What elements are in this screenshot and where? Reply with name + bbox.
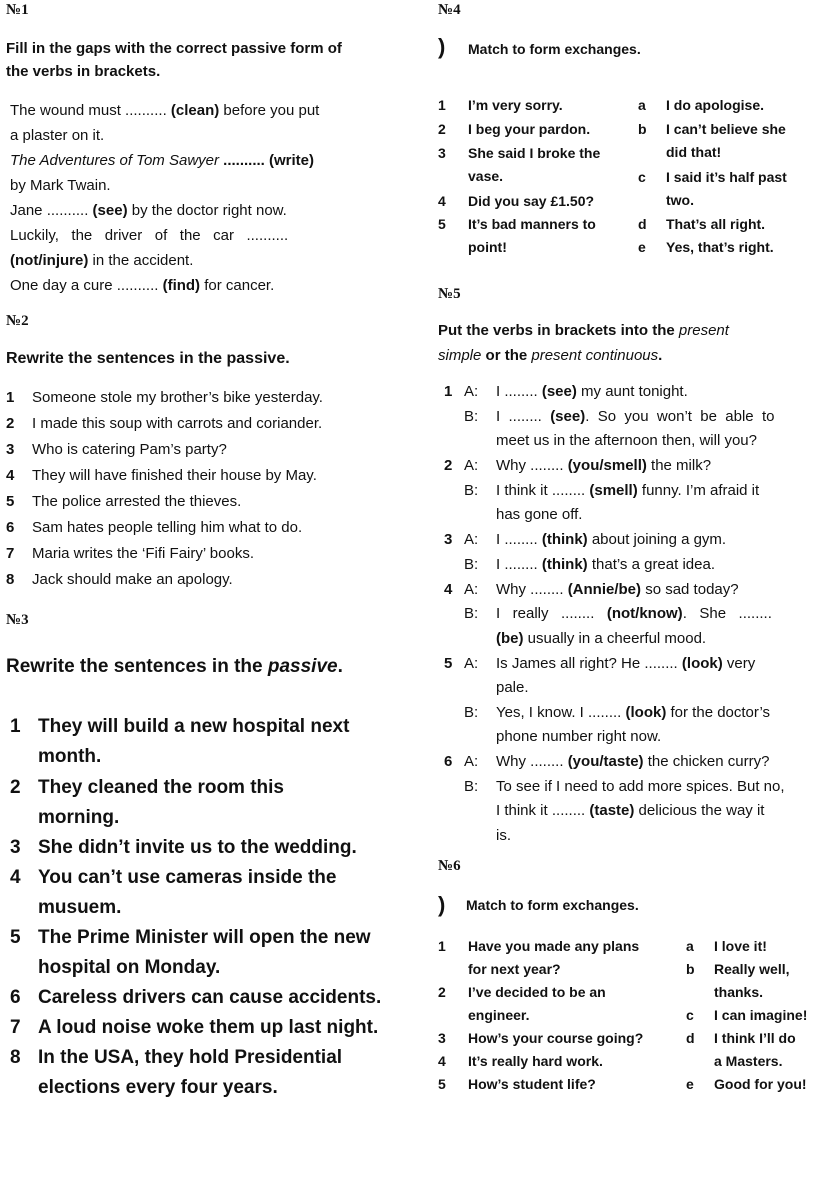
dialogue-line: pale. xyxy=(496,679,529,696)
dialogue-line: phone number right now. xyxy=(496,728,662,745)
dialogue-line: I ........ (think) that’s a great idea. xyxy=(496,555,715,573)
exercise-2-number: №2 xyxy=(6,313,29,329)
exercise-1-sentences xyxy=(10,98,406,298)
dialogue-line: (be) usually in a cheerful mood. xyxy=(496,629,707,647)
exercise-2-instruction: Rewrite the sentences in the passive. xyxy=(6,350,290,367)
dialogue-number: 6 xyxy=(444,753,453,770)
speaker-label: B: xyxy=(464,555,479,573)
speaker-label: A: xyxy=(464,753,479,770)
speaker-label: B: xyxy=(464,605,479,622)
ex1-line: (not/injure) in the accident. xyxy=(10,252,194,269)
speaker-label: A: xyxy=(464,383,479,400)
dialogue-line: To see if I need to add more spices. But no, xyxy=(496,777,785,795)
ex1-line: a plaster on it. xyxy=(10,127,105,144)
ex1-line: The Adventures of Tom Sawyer .......... (write) xyxy=(10,152,315,169)
dialogue-number: 5 xyxy=(444,654,453,672)
exercise-5-instruction: Put the verbs in brackets into the present simple or the present continuous. xyxy=(438,322,729,364)
exercise-1-number: №1 xyxy=(6,2,29,18)
dialogue-number: 3 xyxy=(444,531,453,548)
exercise-6-number: №6 xyxy=(438,858,461,874)
exercise-1-instruction xyxy=(6,37,406,83)
dialogue-number: 1 xyxy=(444,383,453,400)
exercise-6-instruction: Match to form exchanges. xyxy=(466,897,639,913)
speaker-label: A: xyxy=(464,654,479,672)
dialogue-line: is. xyxy=(496,826,511,844)
dialogue-line: Why ........ (you/smell) the milk? xyxy=(496,457,712,474)
dialogue-line: Yes, I know. I ........ (look) for the doctor’s xyxy=(496,703,771,721)
ex1-line: Jane .......... (see) by the doctor right now. xyxy=(10,202,287,219)
exercise-1-instruction-line-1: Fill in the gaps with the correct passive form of xyxy=(6,40,342,57)
exercise-3-number: №3 xyxy=(6,612,29,628)
dialogue-line: I think it ........ (smell) funny. I’m afraid it xyxy=(496,481,760,499)
ex1-line: One day a cure .......... (find) for cancer. xyxy=(10,277,275,294)
exercise-1-instruction-line-2: the verbs in brackets. xyxy=(6,63,161,80)
dialogue-line: has gone off. xyxy=(496,506,583,523)
exercise-4-number: №4 xyxy=(438,2,461,18)
speaker-label: A: xyxy=(464,580,479,598)
exercise-4-instruction: Match to form exchanges. xyxy=(468,41,641,57)
dialogue-line: meet us in the afternoon then, will you? xyxy=(496,432,757,449)
exercise-5-dialogues xyxy=(444,380,814,844)
dialogue-line: I think it ........ (taste) delicious the way it xyxy=(496,802,765,819)
dialogue-line: I really ........ (not/know). She ........ xyxy=(496,605,772,622)
speaker-label: B: xyxy=(464,407,479,425)
dialogue-line: I ........ (see). So you won’t be able to xyxy=(496,407,775,425)
speaker-label: B: xyxy=(464,777,479,795)
exercise-3-instruction: Rewrite the sentences in the passive. xyxy=(6,656,343,677)
speaker-label: A: xyxy=(464,457,479,474)
dialogue-number: 2 xyxy=(444,457,453,474)
ex1-line: Luckily, the driver of the car .......... xyxy=(10,227,289,244)
exercise-2-list: 1 Someone stole my brother’s bike yesterday. 2 I made this soup with carrots and coriander. 3 Who is catering Pam’s party? 4 They will have finished their house by May. 5 The police arrested the thieves. 6 Sam hates people telling him what to do. 7 Maria writes the ‘Fifi Fairy’ books. 8 Jack should make an apology. xyxy=(6,389,323,588)
dialogue-line: Is James all right? He ........ (look) very xyxy=(496,654,756,672)
exercise-3-list: 1 They will build a new hospital next month. 2 They cleaned the room this morning. 3 She didn’t invite us to the wedding. 4 You can’t use cameras inside the musuem. 5 The Prime Minister will open the new hospital on Monday. 6 Careless drivers can cause accidents. 7 A loud noise woke them up last night. 8 In the USA, they hold Presidential elections every four years. xyxy=(10,716,382,1098)
bracket-icon: ) xyxy=(438,34,446,59)
speaker-label: B: xyxy=(464,481,479,499)
ex1-line: by Mark Twain. xyxy=(10,177,111,194)
speaker-label: B: xyxy=(464,703,479,721)
speaker-label: A: xyxy=(464,531,479,548)
exercise-5-number: №5 xyxy=(438,286,461,302)
dialogue-line: Why ........ (you/taste) the chicken curry? xyxy=(496,753,770,770)
bracket-icon: ) xyxy=(438,892,446,917)
ex1-line: The wound must .......... (clean) before you put xyxy=(10,102,320,119)
dialogue-line: Why ........ (Annie/be) so sad today? xyxy=(496,580,739,598)
dialogue-line: I ........ (think) about joining a gym. xyxy=(496,531,727,548)
dialogue-number: 4 xyxy=(444,580,453,598)
dialogue-line: I ........ (see) my aunt tonight. xyxy=(496,383,688,400)
